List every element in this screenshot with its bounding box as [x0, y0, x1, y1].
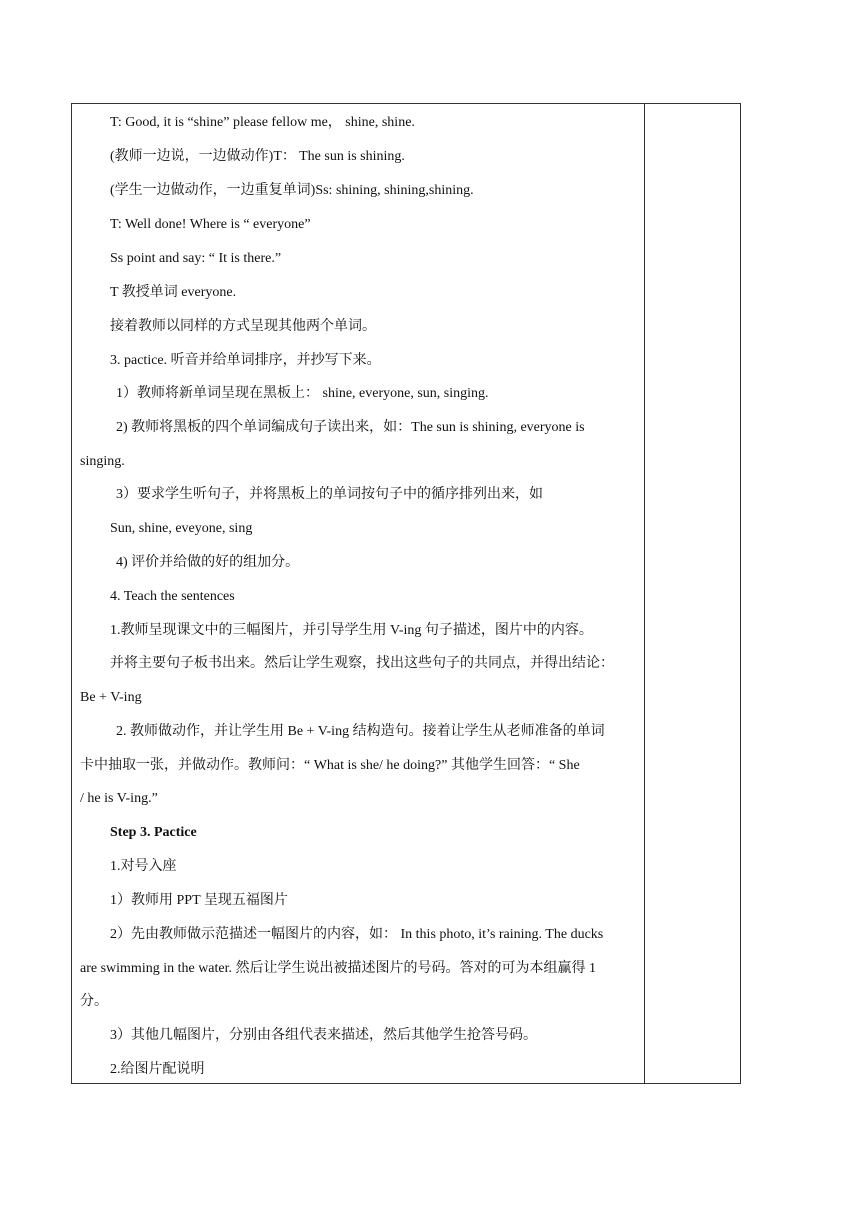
text-line: 4) 评价并给做的好的组加分。: [116, 555, 300, 570]
text-line: 分。: [80, 994, 108, 1009]
text-line: 1）教师将新单词呈现在黑板上： shine, everyone, sun, singing.: [116, 386, 489, 401]
text-line: are swimming in the water. 然后让学生说出被描述图片的号码。答对的可为本组赢得 1: [80, 961, 597, 976]
text-line: T: Well done! Where is “ everyone”: [110, 217, 311, 232]
text-line: T 教授单词 everyone.: [110, 285, 237, 300]
text-line: 1.教师呈现课文中的三幅图片，并引导学生用 V-ing 句子描述，图片中的内容。: [110, 623, 593, 638]
text-line: 3）其他几幅图片，分别由各组代表来描述，然后其他学生抢答号码。: [110, 1028, 537, 1043]
text-line: T: Good, it is “shine” please fellow me， shine, shine.: [110, 115, 415, 130]
text-line: 并将主要句子板书出来。然后让学生观察，找出这些句子的共同点，并得出结论：: [110, 656, 614, 671]
text-line: 2）先由教师做示范描述一幅图片的内容，如： In this photo, it’s raining. The ducks: [110, 927, 604, 942]
text-line: Ss point and say: “ It is there.”: [110, 251, 282, 266]
text-line: 2.给图片配说明: [110, 1062, 205, 1077]
text-line: 3）要求学生听句子，并将黑板上的单词按句子中的循序排列出来，如: [116, 487, 543, 502]
text-line: (教师一边说，一边做动作)T： The sun is shining.: [110, 149, 405, 164]
text-line: 1）教师用 PPT 呈现五福图片: [110, 893, 288, 908]
text-line: Sun, shine, eveyone, sing: [110, 521, 253, 536]
text-line: singing.: [80, 454, 125, 469]
text-line: 4. Teach the sentences: [110, 589, 235, 604]
text-line: 接着教师以同样的方式呈现其他两个单词。: [110, 319, 376, 334]
text-line: 卡中抽取一张，并做动作。教师问：“ What is she/ he doing?” 其他学生回答：“ She: [80, 758, 580, 773]
text-line: 3. pactice. 听音并给单词排序，并抄写下来。: [110, 353, 381, 368]
text-line: 2) 教师将黑板的四个单词编成句子读出来，如：The sun is shining, everyone is: [116, 420, 585, 435]
text-line: 2. 教师做动作，并让学生用 Be + V-ing 结构造句。接着让学生从老师准备的单词: [116, 724, 605, 739]
text-line: Step 3. Pactice: [110, 825, 197, 840]
text-line: / he is V-ing.”: [80, 791, 158, 806]
text-line: (学生一边做动作，一边重复单词)Ss: shining, shining,shining.: [110, 183, 474, 198]
text-line: Be + V-ing: [80, 690, 142, 705]
text-line: 1.对号入座: [110, 859, 177, 874]
column-divider: [644, 103, 645, 1084]
